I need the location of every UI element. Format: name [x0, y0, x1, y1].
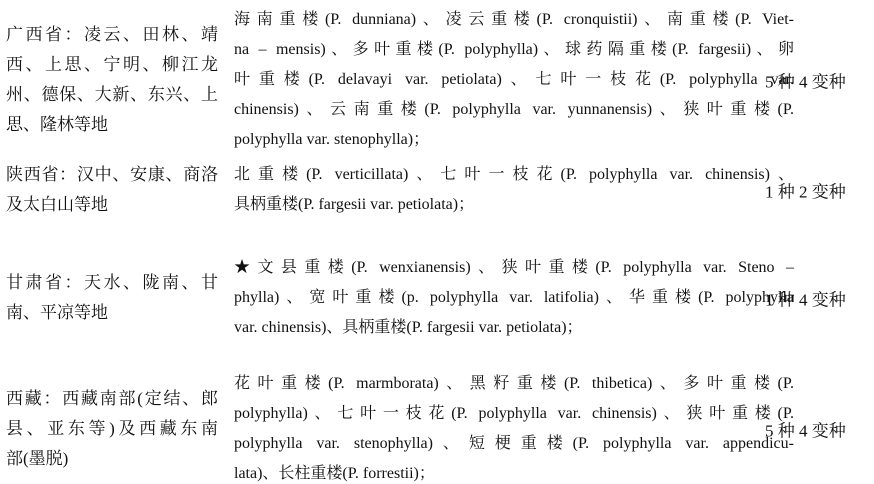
text-line: 州、德保、大新、东兴、上	[6, 85, 218, 104]
text-line: 西藏：西藏南部(定结、郎	[6, 389, 218, 408]
text-line: 南、平凉等地	[6, 303, 108, 322]
species-list-cell	[234, 253, 794, 343]
species-list-cell	[234, 369, 794, 484]
table-row	[0, 369, 874, 484]
text-line: 部(墨脱)	[6, 449, 69, 468]
text-line: 及太白山等地	[6, 195, 108, 214]
text-line: 县、亚东等)及西藏东南	[6, 419, 218, 438]
text-line: ★文县重楼(P. wenxianensis)、狭叶重楼(P. polyphylla var. Steno –	[234, 259, 794, 276]
table-row	[0, 160, 874, 220]
text-line: polyphylla var. stenophylla)、短梗重楼(P. polyphylla var. appendicu-	[234, 435, 794, 452]
text-line: 思、隆林等地	[6, 115, 108, 134]
text-line: 花叶重楼(P. marmborata)、黑籽重楼(P. thibetica)、多叶重楼(P.	[234, 375, 794, 392]
region-cell	[6, 20, 218, 140]
species-list-cell	[234, 160, 794, 220]
count-label: 5 种 4 变种	[765, 72, 846, 92]
text-line: phylla)、宽叶重楼(p. polyphylla var. latifolia)、华重楼(P. polyphylla	[234, 289, 794, 306]
region-cell	[6, 160, 218, 220]
text-line: lata)、长柱重楼(P. forrestii)；	[234, 465, 435, 482]
count-label: 1 种 2 变种	[765, 182, 846, 202]
text-line: chinensis)、云南重楼(P. polyphylla var. yunnanensis)、狭叶重楼(P.	[234, 101, 794, 118]
text-line: polyphylla var. stenophylla)；	[234, 131, 430, 148]
text-line: 甘肃省：天水、陇南、甘	[6, 273, 218, 292]
text-line: 陕西省：汉中、安康、商洛	[6, 165, 218, 184]
region-cell	[6, 384, 218, 474]
table-row	[0, 5, 874, 155]
text-line: polyphylla)、七叶一枝花(P. polyphylla var. chinensis)、狭叶重楼(P.	[234, 405, 794, 422]
table-row	[0, 253, 874, 343]
text-line: 具柄重楼(P. fargesii var. petiolata)；	[234, 196, 475, 213]
count-label: 1 种 4 变种	[765, 290, 846, 310]
text-line: na – mensis)、多叶重楼(P. polyphylla)、球药隔重楼(P. fargesii)、卵	[234, 41, 794, 58]
text-line: 北重楼(P. verticillata)、七叶一枝花(P. polyphylla var. chinensis)、	[234, 166, 794, 183]
text-line: var. chinensis)、具柄重楼(P. fargesii var. petiolata)；	[234, 319, 583, 336]
count-label: 5 种 4 变种	[765, 421, 846, 441]
text-line: 广西省：凌云、田林、靖	[6, 25, 218, 44]
text-line: 叶重楼(P. delavayi var. petiolata)、七叶一枝花(P. polyphylla var.	[234, 71, 794, 88]
text-line: 西、上思、宁明、柳江龙	[6, 55, 218, 74]
text-line: 海南重楼(P. dunniana)、凌云重楼(P. cronquistii)、南重楼(P. Viet-	[234, 11, 794, 28]
species-list-cell	[234, 5, 794, 155]
region-cell	[6, 268, 218, 328]
